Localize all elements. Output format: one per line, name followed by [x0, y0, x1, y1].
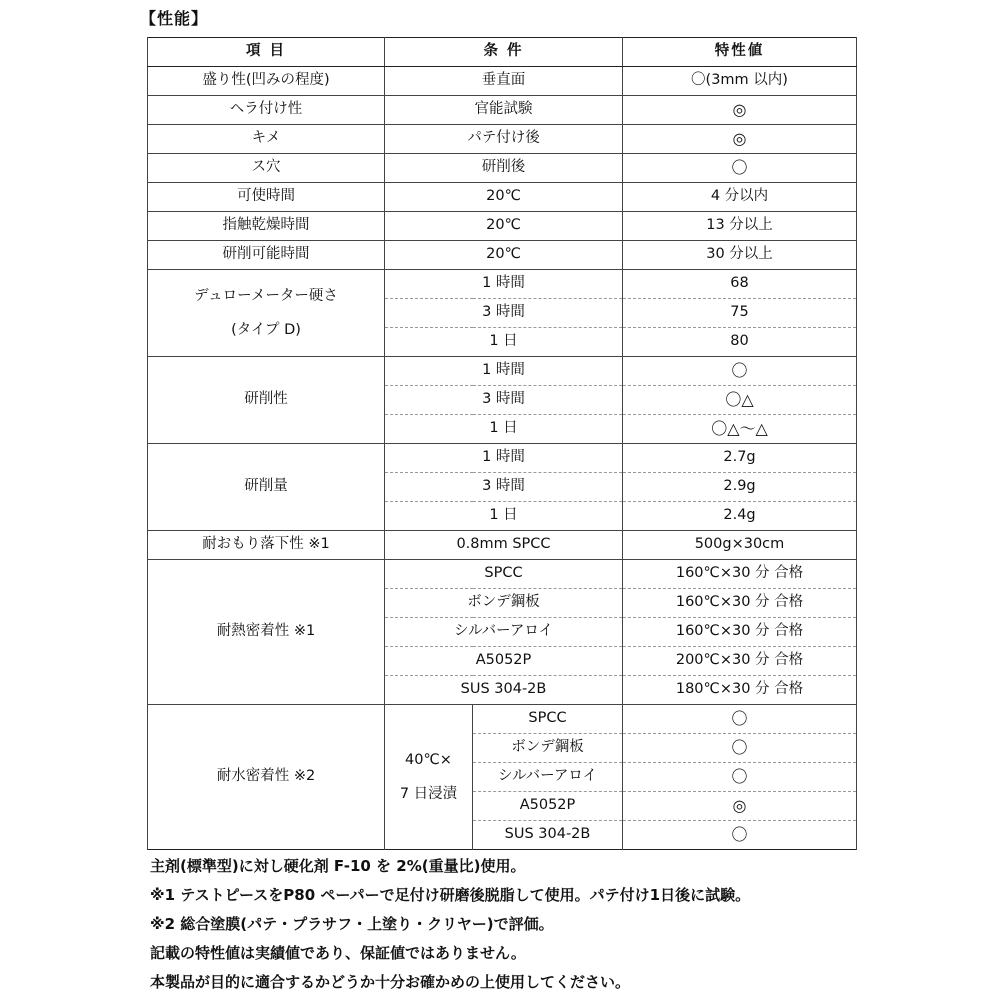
row-substrate: A5052P: [473, 792, 623, 821]
row-value: 〇: [623, 821, 857, 850]
row-substrate: SPCC: [473, 705, 623, 734]
row-value: 〇: [623, 357, 857, 386]
row-condition: 3 時間: [385, 473, 623, 502]
row-value: 4 分以内: [623, 183, 857, 212]
drop-item: 耐おもり落下性 ※1: [148, 531, 385, 560]
row-value: 2.9g: [623, 473, 857, 502]
row-condition: 1 日: [385, 502, 623, 531]
row-value: 160℃×30 分 合格: [623, 560, 857, 589]
row-condition: A5052P: [385, 647, 623, 676]
row-condition: 20℃: [385, 183, 623, 212]
table-row: [148, 241, 857, 270]
row-item: 指触乾燥時間: [148, 212, 385, 241]
row-value: 〇: [623, 154, 857, 183]
row-substrate: ボンデ鋼板: [473, 734, 623, 763]
note-line: ※2 総合塗膜(パテ・プラサフ・上塗り・クリヤー)で評価。: [150, 915, 554, 933]
table-row: [148, 125, 857, 154]
hardness-item: [148, 270, 385, 357]
performance-table: [147, 37, 857, 850]
header-item: 項 目: [148, 38, 385, 67]
heat-adhesion-item: 耐熱密着性 ※1: [148, 560, 385, 705]
water-adhesion-item: 耐水密着性 ※2: [148, 705, 385, 850]
hardness-item-line2: (タイプ D): [231, 322, 301, 338]
row-substrate: シルバーアロイ: [473, 763, 623, 792]
hardness-item-line1: デュローメーター硬さ: [194, 288, 338, 304]
row-item: 研削可能時間: [148, 241, 385, 270]
row-value: 200℃×30 分 合格: [623, 647, 857, 676]
row-value: 〇: [623, 763, 857, 792]
note-line: 主剤(標準型)に対し硬化剤 F-10 を 2%(重量比)使用。: [150, 857, 526, 875]
row-condition: 垂直面: [385, 67, 623, 96]
table-row: [148, 705, 857, 734]
row-condition: ボンデ鋼板: [385, 589, 623, 618]
row-item: 可使時間: [148, 183, 385, 212]
table-row: [148, 531, 857, 560]
grind-amount-item: 研削量: [148, 444, 385, 531]
row-value: ◎: [623, 792, 857, 821]
row-value: 〇: [623, 734, 857, 763]
row-substrate: SUS 304-2B: [473, 821, 623, 850]
table-row: [148, 212, 857, 241]
water-condition-line2: 7 日浸漬: [399, 786, 458, 802]
row-condition: 1 日: [385, 415, 623, 444]
note-line: 記載の特性値は実績値であり、保証値ではありません。: [150, 944, 526, 962]
row-value: 180℃×30 分 合格: [623, 676, 857, 705]
row-condition: 3 時間: [385, 299, 623, 328]
row-value: 〇(3mm 以内): [623, 67, 857, 96]
table-row: [148, 96, 857, 125]
row-condition: 0.8mm SPCC: [385, 531, 623, 560]
table-row: [148, 270, 857, 299]
table-row: [148, 560, 857, 589]
row-condition: 20℃: [385, 241, 623, 270]
row-value: 30 分以上: [623, 241, 857, 270]
note-line: ※1 テストピースをP80 ペーパーで足付け研磨後脱脂して使用。パテ付け1日後に試験。: [150, 886, 751, 904]
row-item: ス穴: [148, 154, 385, 183]
row-value: 75: [623, 299, 857, 328]
row-value: 500g×30cm: [623, 531, 857, 560]
header-condition: 条 件: [385, 38, 623, 67]
row-value: ◎: [623, 96, 857, 125]
row-value: 160℃×30 分 合格: [623, 589, 857, 618]
row-value: 〇△: [623, 386, 857, 415]
row-value: 2.7g: [623, 444, 857, 473]
row-item: ヘラ付け性: [148, 96, 385, 125]
row-value: 〇△～△: [623, 415, 857, 444]
row-condition: 3 時間: [385, 386, 623, 415]
row-condition: 1 日: [385, 328, 623, 357]
row-value: ◎: [623, 125, 857, 154]
row-condition: 1 時間: [385, 357, 623, 386]
table-row: [148, 357, 857, 386]
row-condition: SUS 304-2B: [385, 676, 623, 705]
row-value: 160℃×30 分 合格: [623, 618, 857, 647]
table-row: [148, 67, 857, 96]
row-value: 13 分以上: [623, 212, 857, 241]
grindability-item: 研削性: [148, 357, 385, 444]
row-condition: パテ付け後: [385, 125, 623, 154]
row-condition: 1 時間: [385, 444, 623, 473]
footnotes: [150, 852, 750, 997]
table-row: [148, 154, 857, 183]
row-item: 盛り性(凹みの程度): [148, 67, 385, 96]
table-header-row: [148, 38, 857, 67]
table-row: [148, 444, 857, 473]
table-row: [148, 183, 857, 212]
water-condition-line1: 40℃×: [405, 752, 452, 768]
note-line: 本製品が目的に適合するかどうか十分お確かめの上使用してください。: [150, 973, 631, 991]
row-condition: SPCC: [385, 560, 623, 589]
row-value: 〇: [623, 705, 857, 734]
row-condition: 20℃: [385, 212, 623, 241]
section-title: 【性能】: [140, 9, 209, 28]
row-condition: 官能試験: [385, 96, 623, 125]
row-condition: 1 時間: [385, 270, 623, 299]
row-value: 68: [623, 270, 857, 299]
row-value: 2.4g: [623, 502, 857, 531]
row-condition: シルバーアロイ: [385, 618, 623, 647]
row-condition: 研削後: [385, 154, 623, 183]
water-adhesion-condition: [385, 705, 473, 850]
header-value: 特性値: [623, 38, 857, 67]
row-item: キメ: [148, 125, 385, 154]
row-value: 80: [623, 328, 857, 357]
